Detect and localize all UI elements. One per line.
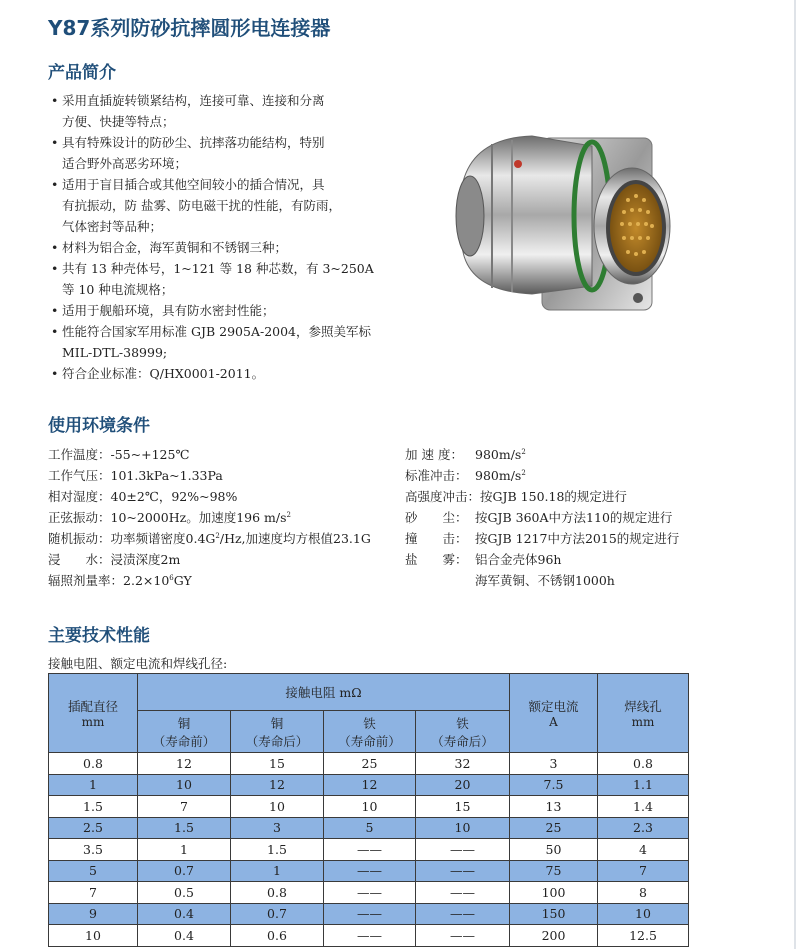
table-cell: 5	[49, 860, 138, 882]
table-cell: 0.4	[138, 925, 231, 947]
table-cell: 150	[510, 903, 598, 925]
table-row	[49, 903, 689, 925]
env-item: 盐 雾： 铝合金壳体96h	[405, 552, 562, 567]
table-cell: 13	[510, 796, 598, 818]
table-cell: 1.5	[231, 839, 324, 861]
col-header-sub: 铁 （寿命前）	[324, 711, 416, 753]
list-item: • 采用直插旋转锁紧结构，连接可靠、连接和分离 方便、快捷等特点；	[51, 93, 325, 129]
table-cell: 200	[510, 925, 598, 947]
table-cell: ——	[324, 925, 416, 947]
table-cell: 0.6	[231, 925, 324, 947]
table-cell: 7	[138, 796, 231, 818]
table-cell: 3.5	[49, 839, 138, 861]
table-cell: ——	[416, 860, 510, 882]
table-cell: 12.5	[598, 925, 689, 947]
table-cell: 9	[49, 903, 138, 925]
intro-heading: 产品简介	[48, 63, 116, 83]
table-cell: 12	[231, 774, 324, 796]
table-cell: ——	[324, 860, 416, 882]
table-cell: 0.8	[49, 753, 138, 775]
table-cell: 1.1	[598, 774, 689, 796]
env-item: 工作温度：-55~+125℃	[48, 447, 190, 462]
list-item: • 共有 13 种壳体号，1~121 等 18 种芯数，有 3~250A 等 10 种电流规格；	[51, 261, 374, 297]
list-item: • 适用于舰船环境，具有防水密封性能；	[51, 303, 275, 318]
table-cell: 50	[510, 839, 598, 861]
table-cell: 3	[510, 753, 598, 775]
env-item: 加 速 度： $980m/s^2$	[405, 447, 526, 462]
table-row	[49, 753, 689, 775]
table-cell: 10	[138, 774, 231, 796]
env-item: 海军黄铜、不锈钢1000h	[475, 573, 615, 588]
spec-table	[48, 673, 689, 947]
table-cell: 12	[324, 774, 416, 796]
perf-heading: 主要技术性能	[48, 626, 150, 646]
table-cell: 7.5	[510, 774, 598, 796]
list-item: • 具有特殊设计的防砂尘、抗摔落功能结构，特别 适合野外高恶劣环境；	[51, 135, 325, 171]
table-row	[49, 817, 689, 839]
env-item: 浸 水：浸渍深度2m	[48, 552, 181, 567]
env-heading: 使用环境条件	[48, 416, 150, 436]
env-item: 正弦振动：10~2000Hz。加速度196 $m/s^2$	[48, 510, 291, 525]
table-cell: ——	[324, 839, 416, 861]
table-cell: 1.5	[138, 817, 231, 839]
table-cell: 20	[416, 774, 510, 796]
table-row	[49, 860, 689, 882]
page-title: Y87系列防砂抗摔圆形电连接器	[48, 16, 331, 40]
table-cell: 25	[510, 817, 598, 839]
table-row	[49, 774, 689, 796]
list-item: • 材料为铝合金，海军黄铜和不锈钢三种；	[51, 240, 288, 255]
table-caption: 接触电阻、额定电流和焊线孔径:	[48, 656, 228, 671]
col-header-current: 额定电流 A	[510, 674, 598, 753]
col-header-sub: 铜 （寿命前）	[138, 711, 231, 753]
intro-list	[48, 90, 398, 384]
table-cell: 4	[598, 839, 689, 861]
table-cell: ——	[416, 882, 510, 904]
table-cell: ——	[416, 903, 510, 925]
table-row	[49, 925, 689, 947]
table-cell: 8	[598, 882, 689, 904]
table-cell: 10	[416, 817, 510, 839]
table-cell: 100	[510, 882, 598, 904]
table-cell: ——	[416, 839, 510, 861]
env-item: 随机振动：功率频谱密度$0.4G^2/Hz$,加速度均方根值23.1G	[48, 531, 371, 546]
col-header-sub: 铜 （寿命后）	[231, 711, 324, 753]
table-cell: 7	[49, 882, 138, 904]
env-item: 标准冲击： $980m/s^2$	[405, 468, 526, 483]
col-header-resistance: 接触电阻 mΩ	[138, 674, 510, 711]
table-cell: 1	[138, 839, 231, 861]
table-cell: 15	[416, 796, 510, 818]
col-header-diameter: 插配直径 mm	[49, 674, 138, 753]
table-cell: 1	[49, 774, 138, 796]
table-cell: 0.7	[138, 860, 231, 882]
table-cell: 2.3	[598, 817, 689, 839]
env-item: 辐照剂量率：$2.2\times 10^6GY$	[48, 573, 192, 588]
table-cell: 15	[231, 753, 324, 775]
table-cell: 0.8	[598, 753, 689, 775]
table-cell: 5	[324, 817, 416, 839]
table-cell: 0.5	[138, 882, 231, 904]
table-row	[49, 839, 689, 861]
table-cell: 10	[598, 903, 689, 925]
table-cell: 12	[138, 753, 231, 775]
env-item: 相对湿度：40±2℃，92%~98%	[48, 489, 238, 504]
env-item: 工作气压：101.3kPa~1.33Pa	[48, 468, 223, 483]
col-header-hole: 焊线孔 mm	[598, 674, 689, 753]
table-cell: 2.5	[49, 817, 138, 839]
connector-photo	[432, 116, 672, 326]
table-cell: ——	[324, 903, 416, 925]
table-cell: ——	[324, 882, 416, 904]
env-left-list	[48, 444, 371, 591]
table-cell: 10	[49, 925, 138, 947]
table-cell: 75	[510, 860, 598, 882]
list-item: • 符合企业标准：Q/HX0001-2011。	[51, 366, 265, 381]
table-cell: 1.5	[49, 796, 138, 818]
table-cell: 0.7	[231, 903, 324, 925]
table-cell: 3	[231, 817, 324, 839]
col-header-sub: 铁 （寿命后）	[416, 711, 510, 753]
table-cell: 32	[416, 753, 510, 775]
table-row	[49, 882, 689, 904]
table-cell: 1	[231, 860, 324, 882]
env-right-list	[405, 444, 679, 591]
list-item: • 性能符合国家军用标准 GJB 2905A-2004，参照美军标 MIL-DTL-38999;	[51, 324, 372, 360]
env-item: 撞 击： 按GJB 1217中方法2015的规定进行	[405, 531, 680, 546]
table-cell: 10	[324, 796, 416, 818]
env-item: 砂 尘： 按GJB 360A中方法110的规定进行	[405, 510, 673, 525]
table-cell: 1.4	[598, 796, 689, 818]
env-item: 高强度冲击：按GJB 150.18的规定进行	[405, 489, 627, 504]
table-row	[49, 796, 689, 818]
table-cell: 10	[231, 796, 324, 818]
table-cell: 25	[324, 753, 416, 775]
table-cell: 7	[598, 860, 689, 882]
table-cell: ——	[416, 925, 510, 947]
table-cell: 0.4	[138, 903, 231, 925]
table-cell: 0.8	[231, 882, 324, 904]
list-item: • 适用于盲目插合或其他空间较小的插合情况，具 有抗振动，防 盐雾、防电磁干扰的性能，有防雨， 气体密封等品种；	[51, 177, 341, 234]
